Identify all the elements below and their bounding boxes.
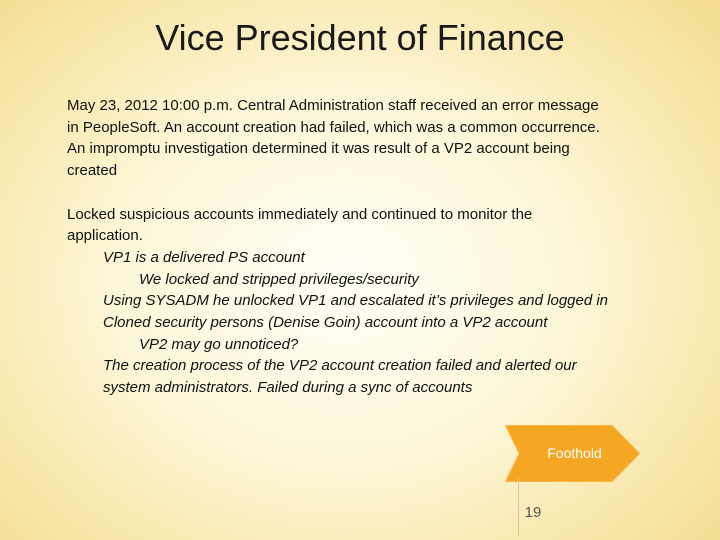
paragraph-incident (67, 95, 667, 182)
detail-item: The creation process of the VP2 account creation failed and alerted our (103, 357, 577, 375)
detail-item: We locked and stripped privileges/security (139, 270, 419, 288)
text-line: created (67, 162, 118, 180)
detail-item: Cloned security persons (Denise Goin) account into a VP2 account (103, 314, 548, 332)
detail-list (67, 247, 667, 399)
page-number: 19 (524, 504, 542, 521)
text-line: Locked suspicious accounts immediately and continued to monitor the (67, 205, 533, 223)
detail-item: VP1 is a delivered PS account (103, 248, 305, 266)
slide-title: Vice President of Finance (155, 17, 565, 58)
detail-item: VP2 may go unnoticed? (139, 335, 299, 353)
foothold-chevron (505, 425, 640, 482)
paragraph-response (67, 204, 667, 247)
detail-item: Using SYSADM he unlocked VP1 and escalated it’s privileges and logged in (103, 292, 609, 310)
slide-body (67, 95, 667, 399)
text-line: in PeopleSoft. An account creation had failed, which was a common occurrence. (67, 118, 600, 136)
detail-item: system administrators. Failed during a sync of accounts (103, 379, 473, 397)
text-line: May 23, 2012 10:00 p.m. Central Administration staff received an error message (67, 97, 599, 114)
text-line: application. (67, 227, 143, 245)
text-line: An impromptu investigation determined it was result of a VP2 account being (67, 140, 570, 158)
foothold-label: Foothold (547, 445, 602, 461)
paragraph-gap (67, 182, 667, 204)
